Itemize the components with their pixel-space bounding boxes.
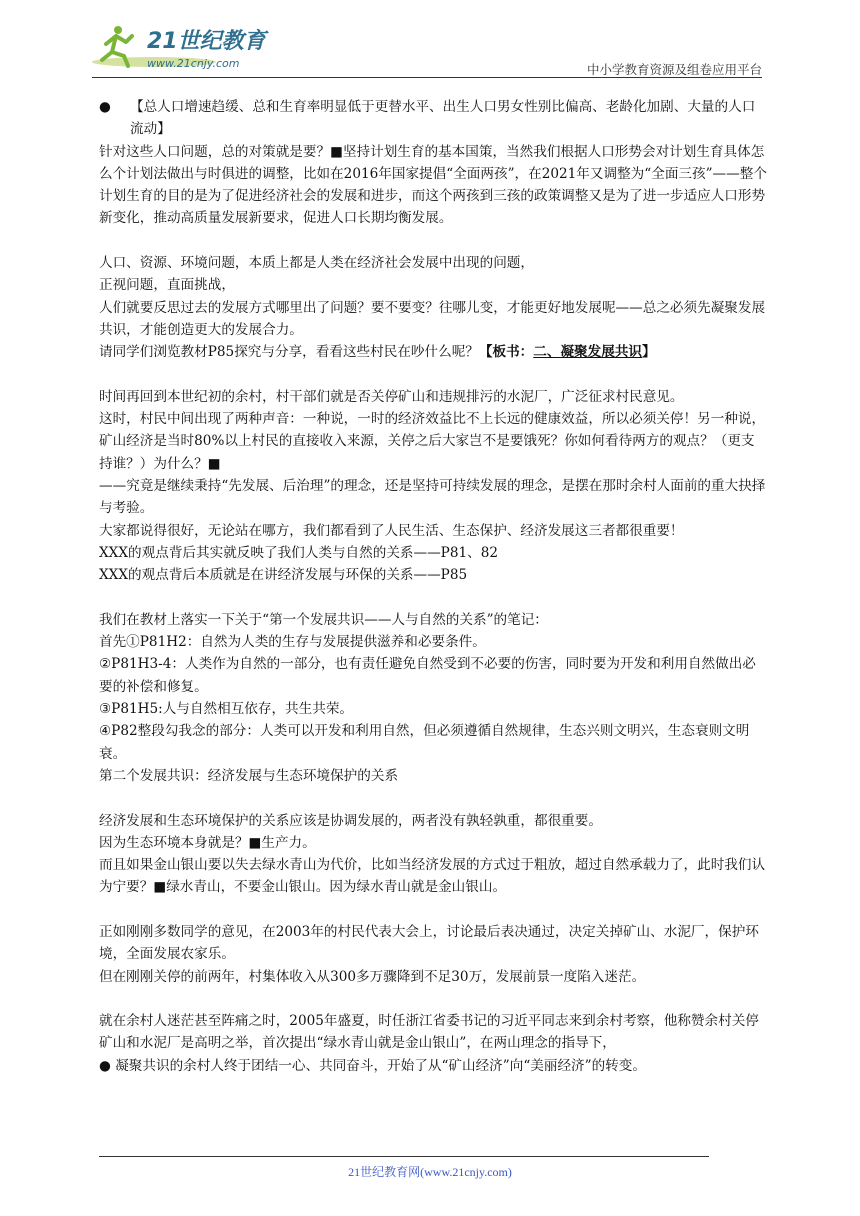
paragraph: 因为生态环境本身就是？■生产力。 bbox=[99, 834, 316, 851]
logo-url: www.21cnjy.com bbox=[147, 57, 240, 70]
paragraph: 针对这些人口问题，总的对策就是要？■坚持计划生育的基本国策，当然我们根据人口形势会对计划生育具体怎么个计划法做出与时俱进的调整，比如在2016年国家提倡“全面两孩”，在2021年又调整为“全面三孩”——整个计划生育的目的是为了促进经济社会的发展和进步，而这个两孩到三孩的政策调整又是为了进一步适应人口形势新变化，推动高质量发展新要求，促进人口长期均衡发展。 bbox=[99, 143, 767, 227]
paragraph: 正视问题，直面挑战， bbox=[99, 277, 235, 294]
paragraph: 时间再回到本世纪初的余村，村干部们就是否关停矿山和违规排污的水泥厂，广泛征求村民意见。 bbox=[99, 388, 684, 405]
paragraph: 经济发展和生态环境保护的关系应该是协调发展的，两者没有孰轻孰重，都很重要。 bbox=[99, 812, 602, 829]
header-divider bbox=[92, 77, 762, 78]
paragraph: ③P81H5:人与自然相互依存，共生共荣。 bbox=[99, 701, 354, 718]
paragraph: XXX的观点背后本质就是在讲经济发展与环保的关系——P85 bbox=[99, 567, 468, 584]
paragraph: XXX的观点背后其实就反映了我们人类与自然的关系——P81、82 bbox=[99, 544, 499, 561]
paragraph: 我们在教材上落实一下关于“第一个发展共识——人与自然的关系”的笔记： bbox=[99, 611, 548, 628]
paragraph: 人们就要反思过去的发展方式哪里出了问题？要不要变？往哪儿变，才能更好地发展呢——总之必须先凝聚发展共识，才能创造更大的发展合力。 bbox=[99, 299, 766, 338]
bullet-paragraph bbox=[99, 96, 767, 141]
paragraph: 就在余村人迷茫甚至阵痛之时，2005年盛夏，时任浙江省委书记的习近平同志来到余村考察，他称赞余村关停矿山和水泥厂是高明之举，首次提出“绿水青山就是金山银山”，在两山理念的指导下， bbox=[99, 1013, 759, 1052]
paragraph: 大家都说得很好，无论站在哪方，我们都看到了人民生活、生态保护、经济发展这三者都很重要！ bbox=[99, 522, 684, 539]
paragraph: ——究竟是继续秉持“先发展、后治理”的理念，还是坚持可持续发展的理念，是摆在那时余村人面前的重大抉择与考验。 bbox=[99, 478, 766, 517]
paragraph: ④P82整段勾我念的部分：人类可以开发和利用自然，但必须遵循自然规律，生态兴则文明兴，生态衰则文明衰。 bbox=[99, 723, 750, 762]
bullet-paragraph bbox=[99, 1055, 767, 1077]
logo-title: 21世纪教育 bbox=[147, 29, 266, 54]
logo bbox=[92, 22, 292, 72]
bullet-text: 【总人口增速趋缓、总和生育率明显低于更替水平、出生人口男女性别比偏高、老龄化加剧、大量的人口流动】 bbox=[130, 99, 756, 138]
bullet-icon: ● bbox=[99, 99, 111, 115]
paragraph: 正如刚刚多数同学的意见，在2003年的村民代表大会上，讨论最后表决通过，决定关掉矿山、水泥厂，保护环境，全面发展农家乐。 bbox=[99, 923, 759, 963]
paragraph: 这时，村民中间出现了两种声音：一种说，一时的经济效益比不上长远的健康效益，所以必须关停！另一种说，矿山经济是当时80%以上村民的直接收入来源，关停之后大家岂不是要饿死？你如何看待两方的观点？（更支持谁？）为什么？■ bbox=[99, 411, 766, 472]
paragraph-board-note bbox=[99, 341, 767, 363]
paragraph: 而且如果金山银山要以失去绿水青山为代价，比如当经济发展的方式过于粗放，超过自然承载力了，此时我们认为宁要？■绿水青山，不要金山银山。因为绿水青山就是金山银山。 bbox=[99, 857, 766, 896]
bullet-text: 凝聚共识的余村人终于团结一心、共同奋斗，开始了从“矿山经济”向“美丽经济”的转变。 bbox=[115, 1057, 646, 1074]
paragraph: 第二个发展共识：经济发展与生态环境保护的关系 bbox=[99, 767, 399, 784]
document-body bbox=[99, 96, 767, 1077]
page-header bbox=[92, 22, 762, 78]
paragraph: 首先①P81H2：自然为人类的生存与发展提供滋养和必要条件。 bbox=[99, 634, 486, 651]
footer-text: 21世纪教育网(www.21cnjy.com) bbox=[348, 1165, 512, 1179]
paragraph: ②P81H3-4：人类作为自然的一部分，也有责任避免自然受到不必要的伤害，同时要为开发和利用自然做出必要的补偿和修复。 bbox=[99, 656, 756, 695]
platform-name: 中小学教育资源及组卷应用平台 bbox=[586, 62, 762, 77]
board-note-open: 【板书： bbox=[478, 344, 534, 361]
bullet-icon: ● bbox=[99, 1057, 111, 1074]
paragraph: 但在刚刚关停的前两年，村集体收入从300多万骤降到不足30万，发展前景一度陷入迷茫。 bbox=[99, 968, 646, 985]
paragraph: 人口、资源、环境问题，本质上都是人类在经济社会发展中出现的问题， bbox=[99, 255, 534, 272]
paragraph-text: 请同学们浏览教材P85探究与分享，看看这些村民在吵什么呢？ bbox=[99, 344, 479, 361]
board-note-close: 】 bbox=[642, 344, 656, 361]
footer-divider bbox=[99, 1156, 709, 1157]
board-note-heading: 二、凝聚发展共识 bbox=[533, 344, 643, 361]
